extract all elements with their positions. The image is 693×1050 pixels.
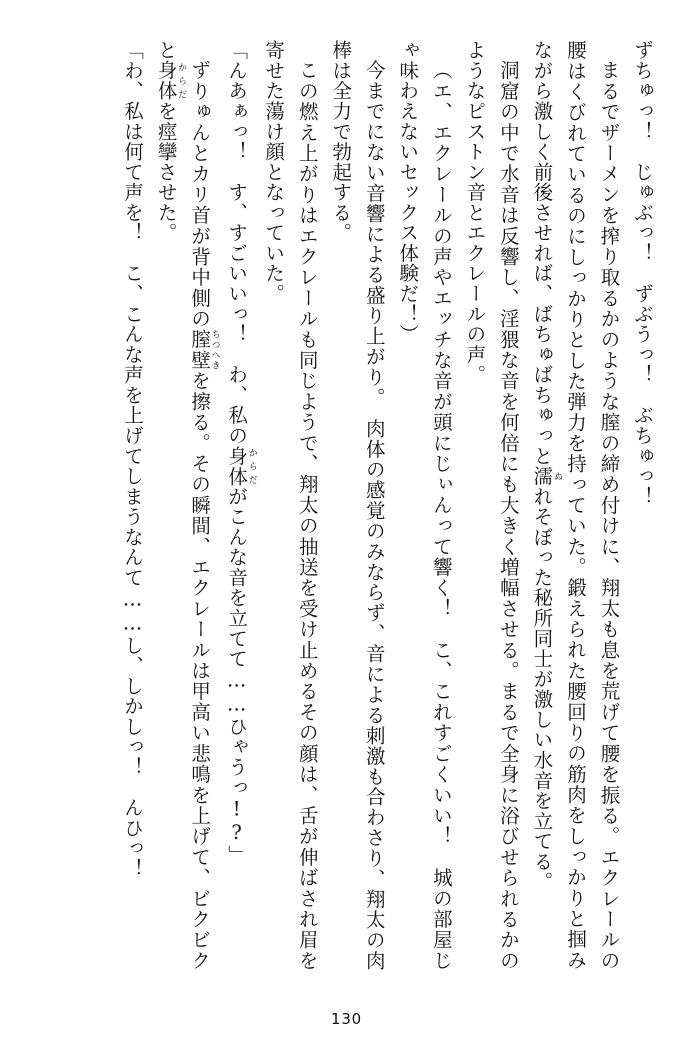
paragraph-3: 洞窟の中で水音は反響し、淫猥な音を何倍にも大きく増幅させる。まるで全身に浴びせられるかのようなピストン音とエクレールの声。 bbox=[463, 40, 520, 970]
paragraph-5: 今までにない音響による盛り上がり。 肉体の感覚のみならず、音による刺激も合わさり、翔太の肉棒は全力で勃起する。 bbox=[329, 40, 386, 970]
ruby-ちつへき: 膣壁ちつへき bbox=[188, 328, 220, 371]
paragraph-9: 「わ、私は何て声を！ こ、こんな声を上げてしまうなんて……し、しかしっ！ んひっ！ bbox=[121, 40, 145, 879]
ruby-からだ: 身体からだ bbox=[154, 60, 187, 101]
paragraph-2: まるでザーメンを搾り取るかのような膣の締め付けに、翔太も息を荒げて腰を振る。エクレールの腰はくびれているのにしっかりとした弾力を持っていた。鍛えられた腰回りの筋肉をしっかりと掴みながら激しく前後させれば、ばちゅばちゅっと濡ぬれそぼった秘所同士が激しい水音を立てる。 bbox=[530, 40, 621, 970]
ruby-ぬ: 濡ぬ bbox=[530, 465, 562, 487]
vertical-text-body bbox=[34, 40, 659, 970]
paragraph-8: ずりゅんとカリ首が背中側の膣壁ちつへきを擦る。その瞬間、エクレールは甲高い悲鳴を上げて、ビクビクと身体からだを痙攣させた。 bbox=[154, 40, 220, 970]
paragraph-1: ずちゅっ！ じゅぶっ！ ずぶうっ！ ぶちゅっ！ bbox=[631, 40, 654, 507]
paragraph-6: この燃え上がりはエクレールも同じようで、翔太の抽送を受け止めるその顔は、舌が伸ばされ眉を寄せた蕩け顔となっていた。 bbox=[262, 40, 319, 970]
paragraph-4: （エ、エクレールの声やエッチな音が頭にじぃんって響く！ こ、これすごくいい！ 城の部屋じゃ味わえないセックス体験だ！） bbox=[396, 40, 453, 970]
ruby-からだ: 身体からだ bbox=[225, 445, 257, 487]
paragraph-7: 「んあぁっ！ す、すごいいっ！ わ、私の身体からだがこんな音を立てて……ひゃうっ!?」 bbox=[225, 40, 257, 866]
page-number: 130 bbox=[331, 1010, 362, 1028]
